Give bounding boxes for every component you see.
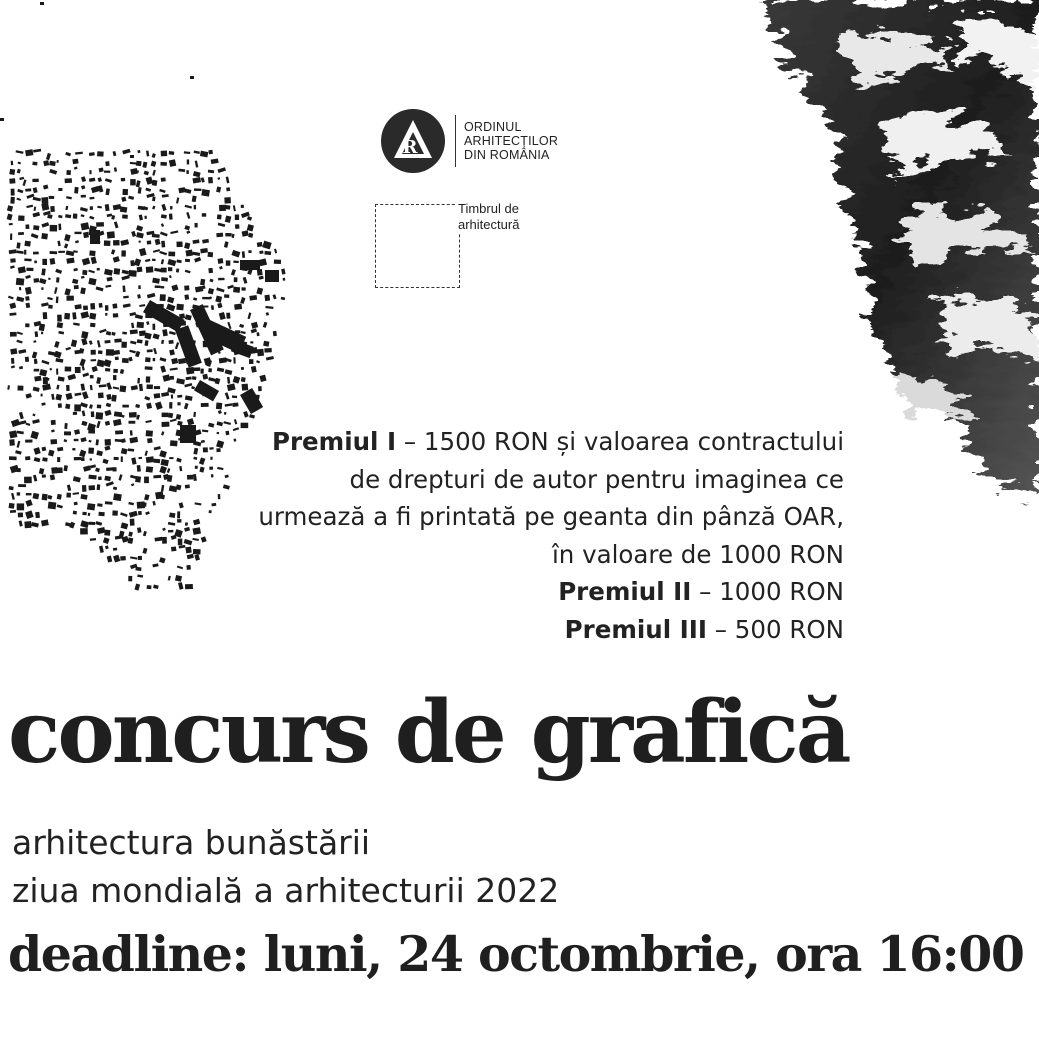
prize-first xyxy=(244,423,844,573)
subtitle-event: ziua mondială a arhitecturii 2022 xyxy=(12,871,560,910)
prize-first-label: Premiul I xyxy=(272,427,397,456)
prize-third xyxy=(244,611,844,649)
stamp-placeholder-box xyxy=(375,204,460,288)
subtitle-theme: arhitectura bunăstării xyxy=(12,823,371,862)
stamp-label-line-1: Timbrul de xyxy=(458,201,519,216)
prize-second-text: – 1000 RON xyxy=(691,577,844,606)
stamp-label xyxy=(456,201,521,233)
logo-divider xyxy=(455,115,456,167)
logo-letter: R xyxy=(402,137,418,158)
logo-wordmark xyxy=(464,120,558,162)
prize-first-text: – 1500 RON și valoarea contractului de drepturi de autor pentru imaginea ce urmează a fi printată pe geanta din pânză OAR, în valoare de 1000 RON xyxy=(258,427,844,569)
oar-logo xyxy=(380,108,558,174)
prizes-block xyxy=(244,423,844,648)
prize-third-label: Premiul III xyxy=(564,614,707,644)
logo-line-3: DIN ROMÂNIA xyxy=(464,148,550,162)
prize-second xyxy=(244,573,844,611)
stamp-label-line-2: arhitectură xyxy=(458,217,520,232)
deadline-text: deadline: luni, 24 octombrie, ora 16:00 xyxy=(8,925,1024,983)
logo-line-1: ORDINUL xyxy=(464,120,522,134)
prize-third-text: – 500 RON xyxy=(706,614,844,644)
logo-line-2: ARHITECȚILOR xyxy=(464,134,559,148)
oar-logo-mark-icon xyxy=(380,108,446,174)
prize-second-label: Premiul II xyxy=(558,577,692,606)
contest-title: concurs de grafică xyxy=(8,682,849,783)
